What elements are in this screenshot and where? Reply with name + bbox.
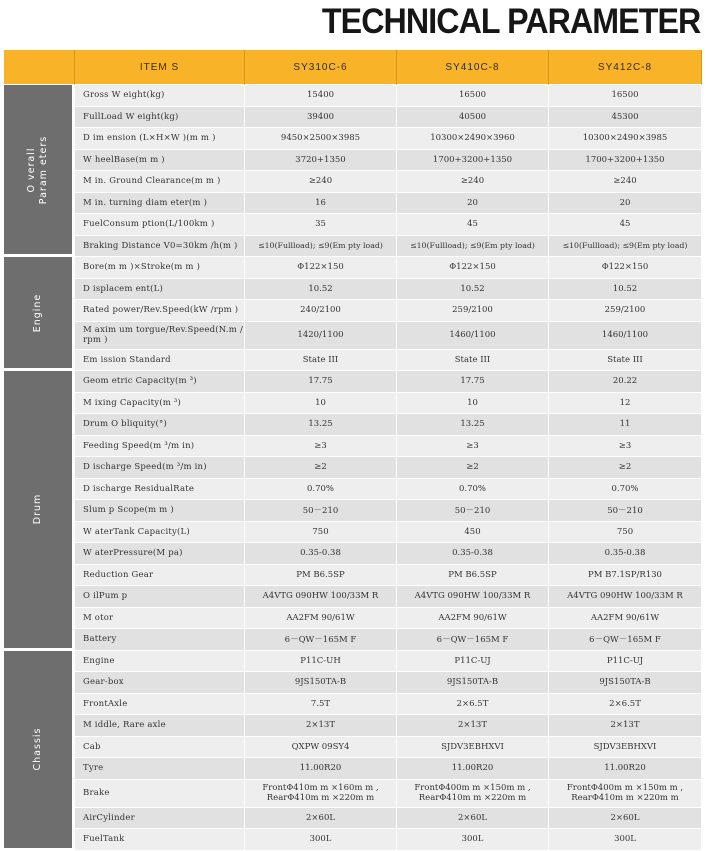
parameter-value: 750 <box>549 522 702 544</box>
parameter-value: ≤10(Fullload); ≤9(Em pty load) <box>549 236 702 258</box>
table-row <box>4 214 702 236</box>
parameter-value: 2×60L <box>245 808 397 830</box>
parameter-value: State III <box>397 350 549 372</box>
parameter-value: 16 <box>245 193 397 215</box>
parameter-value: 9450×2500×3985 <box>245 128 397 150</box>
parameter-name: Engine <box>75 651 245 673</box>
parameter-value: 9JS150TA-B <box>245 672 397 694</box>
table-row <box>4 107 702 129</box>
table-row <box>4 651 702 673</box>
parameter-name: O ilPum p <box>75 586 245 608</box>
parameter-name: Feeding Speed(m ³/m in) <box>75 436 245 458</box>
parameter-value: FrontΦ400m m ×150m m , RearΦ410m m ×220m m <box>549 780 702 808</box>
parameter-value: 0.35-0.38 <box>549 543 702 565</box>
table-row <box>4 829 702 851</box>
parameter-value: A4VTG 090HW 100/33M R <box>397 586 549 608</box>
parameter-name: M in. turning diam eter(m ) <box>75 193 245 215</box>
parameter-name: Rated power/Rev.Speed(kW /rpm ) <box>75 300 245 322</box>
parameter-value: 0.35-0.38 <box>245 543 397 565</box>
parameter-value: 0.70% <box>397 479 549 501</box>
parameter-name: Tyre <box>75 758 245 780</box>
parameter-value: 11.00R20 <box>245 758 397 780</box>
parameter-value: 50－210 <box>549 500 702 522</box>
parameter-value: 2×13T <box>549 715 702 737</box>
parameter-value: 12 <box>549 393 702 415</box>
header-model: SY410C-8 <box>397 50 549 85</box>
parameter-name: Em ission Standard <box>75 350 245 372</box>
parameter-name: Geom etric Capacity(m ³) <box>75 371 245 393</box>
parameter-name: FrontAxle <box>75 694 245 716</box>
table-row <box>4 715 702 737</box>
parameter-value: 13.25 <box>397 414 549 436</box>
parameter-name: D ischarge Speed(m ³/m in) <box>75 457 245 479</box>
parameter-value: P11C-UJ <box>397 651 549 673</box>
group-cell <box>4 651 75 851</box>
parameter-value: 20.22 <box>549 371 702 393</box>
parameter-value: 259/2100 <box>549 300 702 322</box>
parameter-name: W aterTank Capacity(L) <box>75 522 245 544</box>
parameter-name: Gear-box <box>75 672 245 694</box>
parameter-value: SJDV3EBHXVI <box>397 737 549 759</box>
parameter-value: 450 <box>397 522 549 544</box>
group-cell <box>4 257 75 371</box>
parameter-value: 2×6.5T <box>549 694 702 716</box>
parameter-name: M in. Ground Clearance(m m ) <box>75 171 245 193</box>
parameter-value: 2×13T <box>397 715 549 737</box>
group-cell <box>4 371 75 651</box>
parameter-value: 11.00R20 <box>549 758 702 780</box>
parameter-value: ≥3 <box>397 436 549 458</box>
parameter-value: 16500 <box>549 85 702 107</box>
parameter-value: 17.75 <box>245 371 397 393</box>
parameter-value: 13.25 <box>245 414 397 436</box>
table-row <box>4 393 702 415</box>
parameter-value: A4VTG 090HW 100/33M R <box>245 586 397 608</box>
parameter-value: 40500 <box>397 107 549 129</box>
parameter-value: 50－210 <box>397 500 549 522</box>
parameter-value: 10300×2490×3985 <box>549 128 702 150</box>
parameter-name: Slum p Scope(m m ) <box>75 500 245 522</box>
parameter-value: ≥240 <box>397 171 549 193</box>
parameter-value: 300L <box>397 829 549 851</box>
table-row <box>4 414 702 436</box>
parameter-value: ≥240 <box>245 171 397 193</box>
parameter-value: PM B6.5SP <box>397 565 549 587</box>
parameter-value: QXPW 09SY4 <box>245 737 397 759</box>
parameter-value: 39400 <box>245 107 397 129</box>
table-row <box>4 128 702 150</box>
parameter-value: 0.35-0.38 <box>397 543 549 565</box>
table-row <box>4 279 702 301</box>
parameter-name: Reduction Gear <box>75 565 245 587</box>
parameter-value: SJDV3EBHXVI <box>549 737 702 759</box>
parameter-value: ≥240 <box>549 171 702 193</box>
parameter-value: State III <box>245 350 397 372</box>
group-label: O verall Param eters <box>26 135 49 204</box>
parameter-value: PM B7.1SP/R130 <box>549 565 702 587</box>
table-row <box>4 694 702 716</box>
parameter-value: 750 <box>245 522 397 544</box>
parameter-value: 3720+1350 <box>245 150 397 172</box>
parameter-value: 17.75 <box>397 371 549 393</box>
parameter-value: 45 <box>397 214 549 236</box>
table-row <box>4 565 702 587</box>
parameter-name: Braking Distance V0=30km /h(m ) <box>75 236 245 258</box>
parameter-name: AirCylinder <box>75 808 245 830</box>
page-title: TECHNICAL PARAMETER <box>321 2 700 41</box>
table-row <box>4 236 702 258</box>
parameter-value: 1700+3200+1350 <box>397 150 549 172</box>
table-row <box>4 808 702 830</box>
parameter-name: FuelTank <box>75 829 245 851</box>
parameter-name: Bore(m m )×Stroke(m m ) <box>75 257 245 279</box>
parameter-name: M axim um torgue/Rev.Speed(N.m / rpm ) <box>75 322 245 350</box>
parameter-value: 2×13T <box>245 715 397 737</box>
parameter-value: ≤10(Fullload); ≤9(Em pty load) <box>397 236 549 258</box>
parameter-value: ≥2 <box>397 457 549 479</box>
parameter-name: M otor <box>75 608 245 630</box>
table-row <box>4 371 702 393</box>
parameter-value: 10 <box>245 393 397 415</box>
table-body <box>4 85 702 851</box>
parameter-value: 10 <box>397 393 549 415</box>
table-row <box>4 522 702 544</box>
parameter-name: Battery <box>75 629 245 651</box>
parameter-value: 2×60L <box>397 808 549 830</box>
table-row <box>4 322 702 350</box>
parameter-value: AA2FM 90/61W <box>245 608 397 630</box>
parameter-value: Φ122×150 <box>549 257 702 279</box>
parameter-value: 1420/1100 <box>245 322 397 350</box>
table-row <box>4 257 702 279</box>
group-label: Engine <box>32 293 43 332</box>
parameter-name: D ischarge ResidualRate <box>75 479 245 501</box>
table-row <box>4 543 702 565</box>
header-corner <box>4 50 75 85</box>
parameter-name: D isplacem ent(L) <box>75 279 245 301</box>
parameter-value: Φ122×150 <box>245 257 397 279</box>
parameter-value: 20 <box>549 193 702 215</box>
parameter-value: 10.52 <box>549 279 702 301</box>
header-model: SY412C-8 <box>549 50 702 85</box>
table-row <box>4 672 702 694</box>
group-label: Drum <box>32 494 43 525</box>
parameter-value: AA2FM 90/61W <box>549 608 702 630</box>
parameter-value: State III <box>549 350 702 372</box>
parameter-value: PM B6.5SP <box>245 565 397 587</box>
parameter-name: FullLoad W eight(kg) <box>75 107 245 129</box>
header-model: SY310C-6 <box>245 50 397 85</box>
parameter-value: A4VTG 090HW 100/33M R <box>549 586 702 608</box>
parameter-name: Gross W eight(kg) <box>75 85 245 107</box>
table-row <box>4 150 702 172</box>
parameter-name: FuelConsum ption(L/100km ) <box>75 214 245 236</box>
parameter-value: 1460/1100 <box>549 322 702 350</box>
table-row <box>4 457 702 479</box>
table-row <box>4 300 702 322</box>
parameter-value: ≥2 <box>549 457 702 479</box>
parameter-name: W heelBase(m m ) <box>75 150 245 172</box>
parameter-value: 7.5T <box>245 694 397 716</box>
parameter-value: 1700+3200+1350 <box>549 150 702 172</box>
parameter-name: D im ension (L×H×W )(m m ) <box>75 128 245 150</box>
parameter-value: 300L <box>245 829 397 851</box>
header-items: ITEM S <box>75 50 245 85</box>
table-row <box>4 171 702 193</box>
parameter-value: 6－QW－165M F <box>397 629 549 651</box>
parameter-value: 0.70% <box>245 479 397 501</box>
parameter-value: 1460/1100 <box>397 322 549 350</box>
table-row <box>4 737 702 759</box>
parameter-value: 45 <box>549 214 702 236</box>
parameter-value: 10300×2490×3960 <box>397 128 549 150</box>
parameter-name: W aterPressure(M pa) <box>75 543 245 565</box>
parameter-value: FrontΦ410m m ×160m m , RearΦ410m m ×220m m <box>245 780 397 808</box>
parameter-value: 50－210 <box>245 500 397 522</box>
table-row <box>4 500 702 522</box>
parameter-value: 300L <box>549 829 702 851</box>
parameter-name: Cab <box>75 737 245 759</box>
parameter-value: 0.70% <box>549 479 702 501</box>
parameter-value: AA2FM 90/61W <box>397 608 549 630</box>
parameter-value: 11.00R20 <box>397 758 549 780</box>
parameter-name: M iddle, Rare axle <box>75 715 245 737</box>
parameter-value: 2×6.5T <box>397 694 549 716</box>
parameter-value: ≥2 <box>245 457 397 479</box>
parameter-value: 35 <box>245 214 397 236</box>
parameter-value: P11C-UJ <box>549 651 702 673</box>
parameter-value: ≥3 <box>245 436 397 458</box>
parameter-value: 20 <box>397 193 549 215</box>
table-row <box>4 586 702 608</box>
technical-parameter-table <box>4 50 702 851</box>
parameter-value: 16500 <box>397 85 549 107</box>
table-row <box>4 85 702 107</box>
parameter-value: P11C-UH <box>245 651 397 673</box>
group-label: Chassis <box>32 727 43 771</box>
parameter-value: 9JS150TA-B <box>549 672 702 694</box>
parameter-value: Φ122×150 <box>397 257 549 279</box>
parameter-value: 259/2100 <box>397 300 549 322</box>
parameter-value: 240/2100 <box>245 300 397 322</box>
header-row <box>4 50 702 85</box>
table-row <box>4 629 702 651</box>
parameter-value: 9JS150TA-B <box>397 672 549 694</box>
table-row <box>4 436 702 458</box>
table-row <box>4 780 702 808</box>
parameter-value: 45300 <box>549 107 702 129</box>
parameter-value: FrontΦ400m m ×150m m , RearΦ410m m ×220m m <box>397 780 549 808</box>
parameter-name: Drum O bliquity(°) <box>75 414 245 436</box>
parameter-value: 15400 <box>245 85 397 107</box>
table-row <box>4 758 702 780</box>
parameter-value: 2×60L <box>549 808 702 830</box>
parameter-value: 10.52 <box>245 279 397 301</box>
parameter-value: ≤10(Fullload); ≤9(Em pty load) <box>245 236 397 258</box>
table-row <box>4 350 702 372</box>
group-cell <box>4 85 75 257</box>
table-row <box>4 608 702 630</box>
parameter-value: 11 <box>549 414 702 436</box>
parameter-name: M ixing Capacity(m ³) <box>75 393 245 415</box>
table-row <box>4 479 702 501</box>
parameter-value: ≥3 <box>549 436 702 458</box>
parameter-name: Brake <box>75 780 245 808</box>
parameter-value: 10.52 <box>397 279 549 301</box>
table-row <box>4 193 702 215</box>
parameter-value: 6－QW－165M F <box>245 629 397 651</box>
parameter-value: 6－QW－165M F <box>549 629 702 651</box>
